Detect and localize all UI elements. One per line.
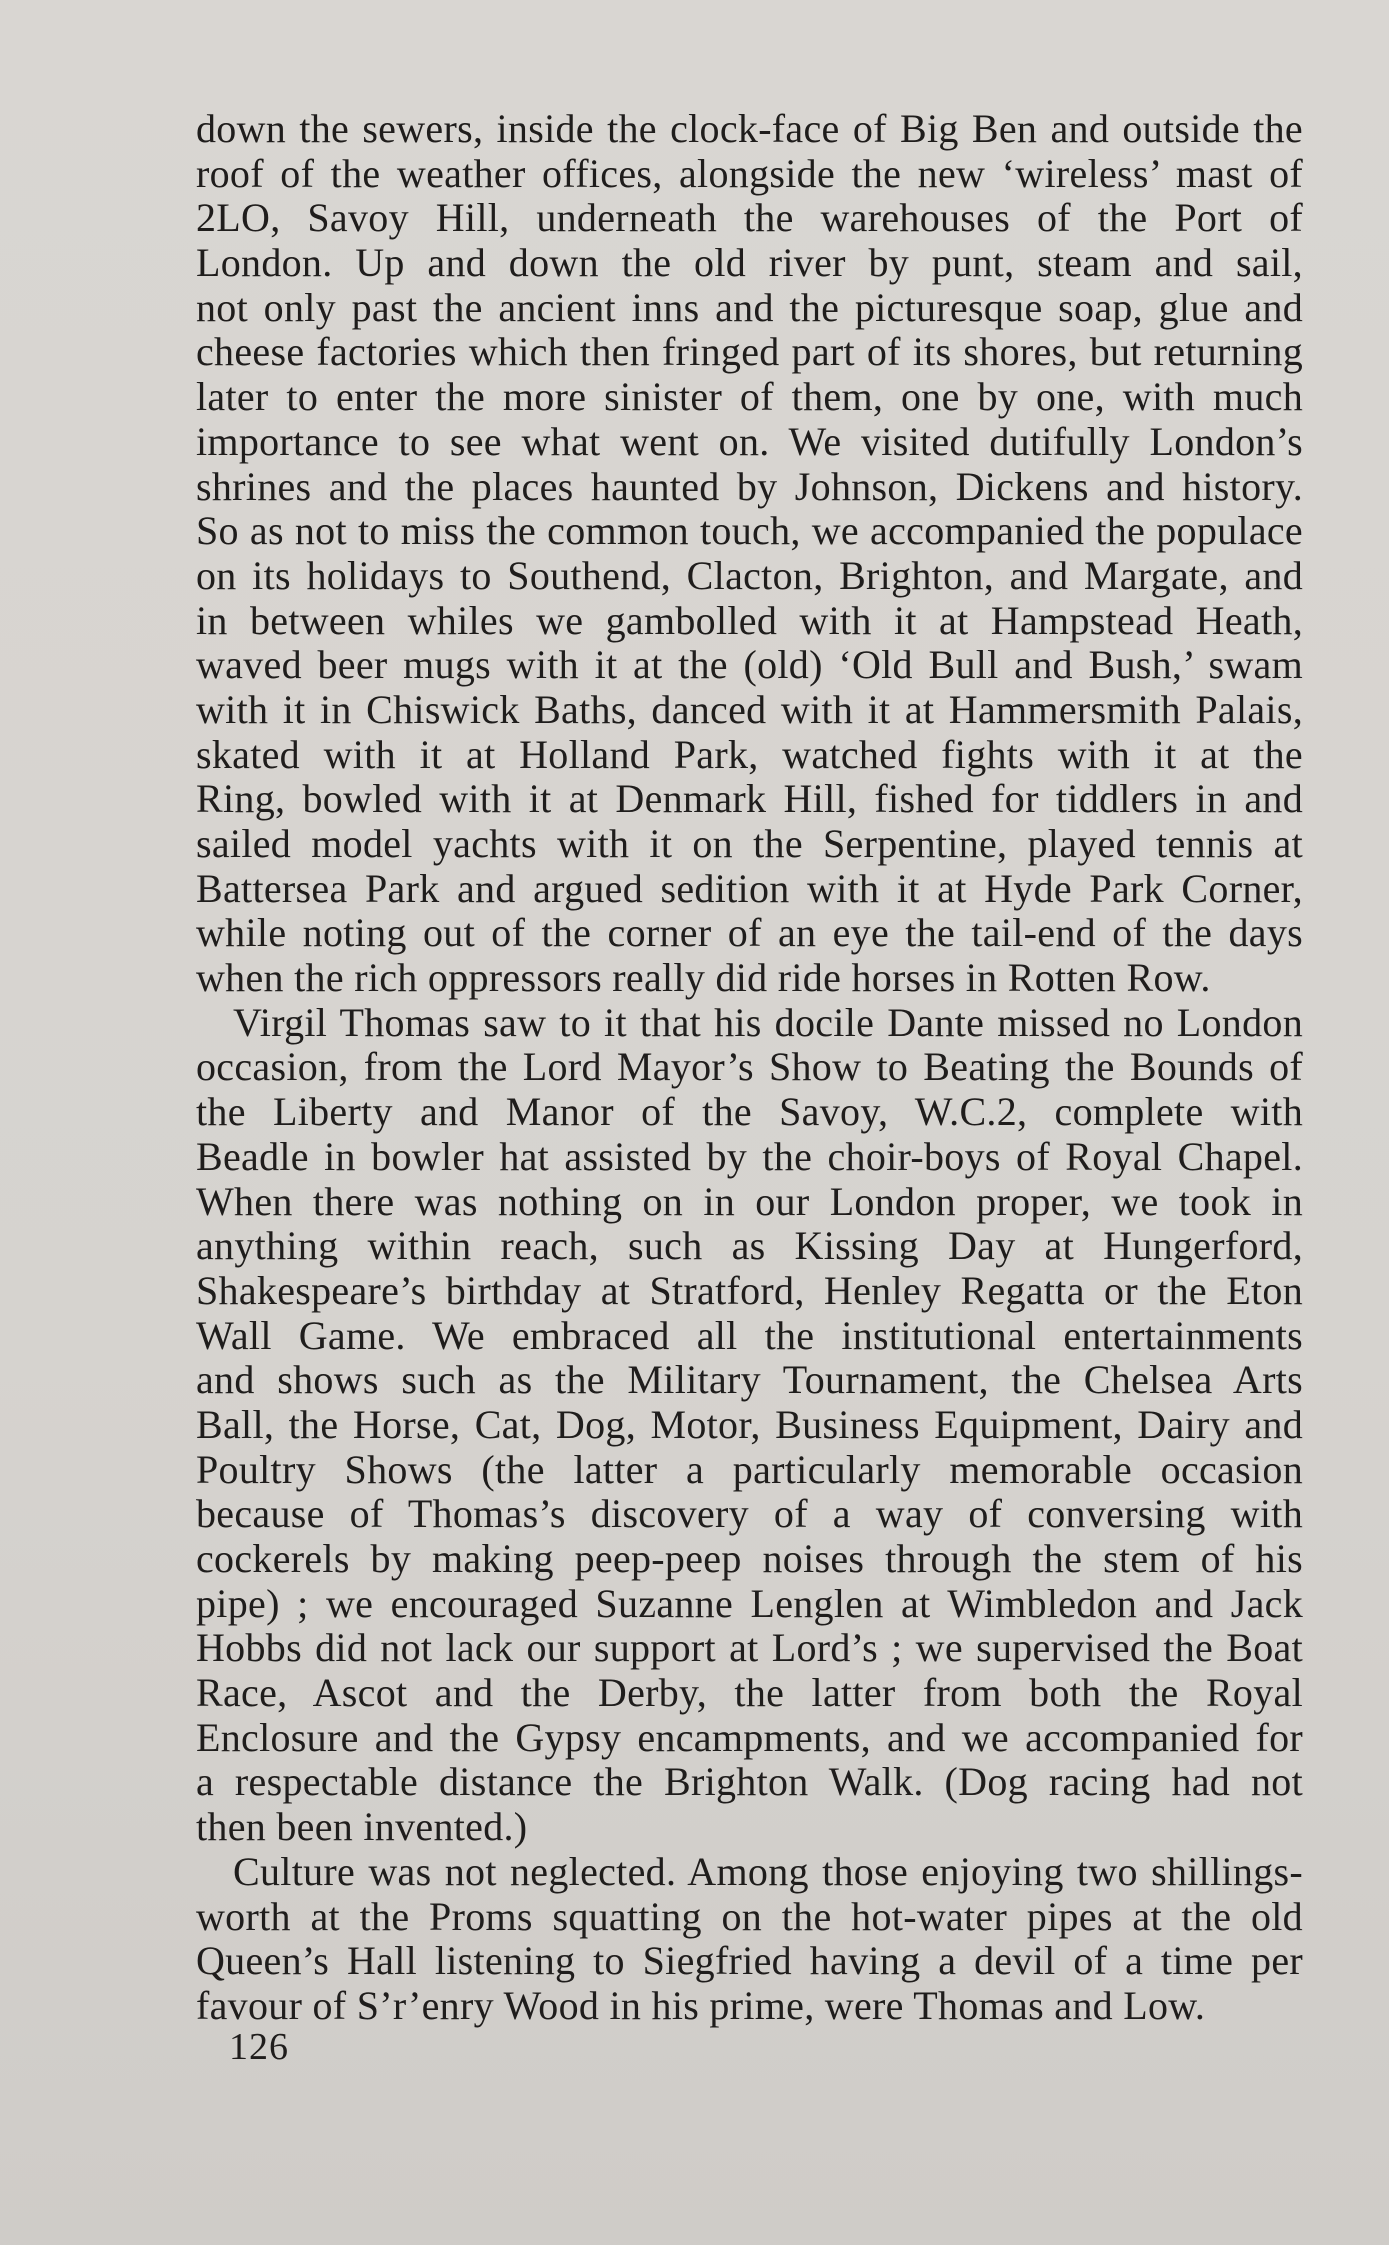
text-line: a respectable distance the Brighton Walk. (Dog racing had not: [196, 1759, 1303, 1805]
text-line: down the sewers, inside the clock-face of Big Ben and outside the: [196, 106, 1303, 151]
text-line: Ring, bowled with it at Denmark Hill, fished for tiddlers in and: [196, 776, 1303, 822]
text-line: waved beer mugs with it at the (old) ‘Old Bull and Bush,’ swam: [196, 642, 1303, 688]
text-line: Poultry Shows (the latter a particularly memorable occasion: [196, 1446, 1303, 1492]
text-line: shrines and the places haunted by Johnson, Dickens and history.: [196, 463, 1303, 509]
text-line: on its holidays to Southend, Clacton, Brighton, and Margate, and: [196, 552, 1303, 598]
text-line: When there was nothing on in our London proper, we took in: [196, 1178, 1303, 1224]
page-number: 126: [229, 2026, 289, 2068]
text-line: Hobbs did not lack our support at Lord’s ; we supervised the Boat: [196, 1625, 1303, 1671]
text-line: anything within reach, such as Kissing Day at Hungerford,: [196, 1223, 1303, 1269]
text-line: cockerels by making peep-peep noises through the stem of his: [196, 1536, 1303, 1581]
text-line: Wall Game. We embraced all the institutional entertainments: [196, 1312, 1303, 1358]
text-line: sailed model yachts with it on the Serpentine, played tennis at: [196, 821, 1303, 866]
text-line: skated with it at Holland Park, watched fights with it at the: [196, 731, 1303, 777]
text-line: Queen’s Hall listening to Siegfried having a devil of a time per: [196, 1938, 1303, 1984]
text-line: because of Thomas’s discovery of a way of conversing with: [196, 1491, 1303, 1537]
text-line: So as not to miss the common touch, we accompanied the populace: [196, 508, 1303, 554]
body-text: [196, 107, 1303, 2029]
text-line: cheese factories which then fringed part of its shores, but returning: [196, 329, 1303, 375]
text-line: Enclosure and the Gypsy encampments, and we accompanied for: [196, 1714, 1303, 1760]
text-line: Virgil Thomas saw to it that his docile Dante missed no London: [233, 999, 1303, 1045]
text-line: while noting out of the corner of an eye the tail-end of the days: [196, 910, 1303, 956]
text-line: Culture was not neglected. Among those enjoying two shillings-: [233, 1848, 1303, 1894]
text-line: importance to see what went on. We visited dutifully London’s: [196, 418, 1303, 464]
text-line: roof of the weather offices, alongside the new ‘wireless’ mast of: [196, 150, 1303, 196]
text-line: London. Up and down the old river by punt, steam and sail,: [196, 240, 1303, 286]
text-line: the Liberty and Manor of the Savoy, W.C.2, complete with: [196, 1089, 1303, 1135]
text-line: Shakespeare’s birthday at Stratford, Henley Regatta or the Eton: [196, 1267, 1303, 1313]
text-line: worth at the Proms squatting on the hot-water pipes at the old: [196, 1893, 1303, 1939]
text-line: 2LO, Savoy Hill, underneath the warehouses of the Port of: [196, 195, 1303, 241]
text-line: when the rich oppressors really did ride horses in Rotten Row.: [196, 955, 1211, 1001]
text-line: in between whiles we gambolled with it at Hampstead Heath,: [196, 597, 1303, 643]
text-line: and shows such as the Military Tournament, the Chelsea Arts: [196, 1357, 1303, 1403]
text-line: pipe) ; we encouraged Suzanne Lenglen at Wimbledon and Jack: [196, 1580, 1303, 1626]
text-line: not only past the ancient inns and the picturesque soap, glue and: [196, 284, 1303, 330]
text-line: Ball, the Horse, Cat, Dog, Motor, Business Equipment, Dairy and: [196, 1401, 1303, 1447]
text-line: Race, Ascot and the Derby, the latter from both the Royal: [196, 1670, 1303, 1716]
text-line: then been invented.): [196, 1804, 528, 1850]
text-line: with it in Chiswick Baths, danced with it at Hammersmith Palais,: [196, 686, 1303, 732]
text-line: favour of S’r’enry Wood in his prime, were Thomas and Low.: [196, 1982, 1206, 2028]
text-line: Battersea Park and argued sedition with it at Hyde Park Corner,: [196, 865, 1303, 911]
text-line: occasion, from the Lord Mayor’s Show to Beating the Bounds of: [196, 1044, 1303, 1090]
text-line: Beadle in bowler hat assisted by the choir-boys of Royal Chapel.: [196, 1133, 1303, 1179]
text-line: later to enter the more sinister of them, one by one, with much: [196, 374, 1303, 420]
